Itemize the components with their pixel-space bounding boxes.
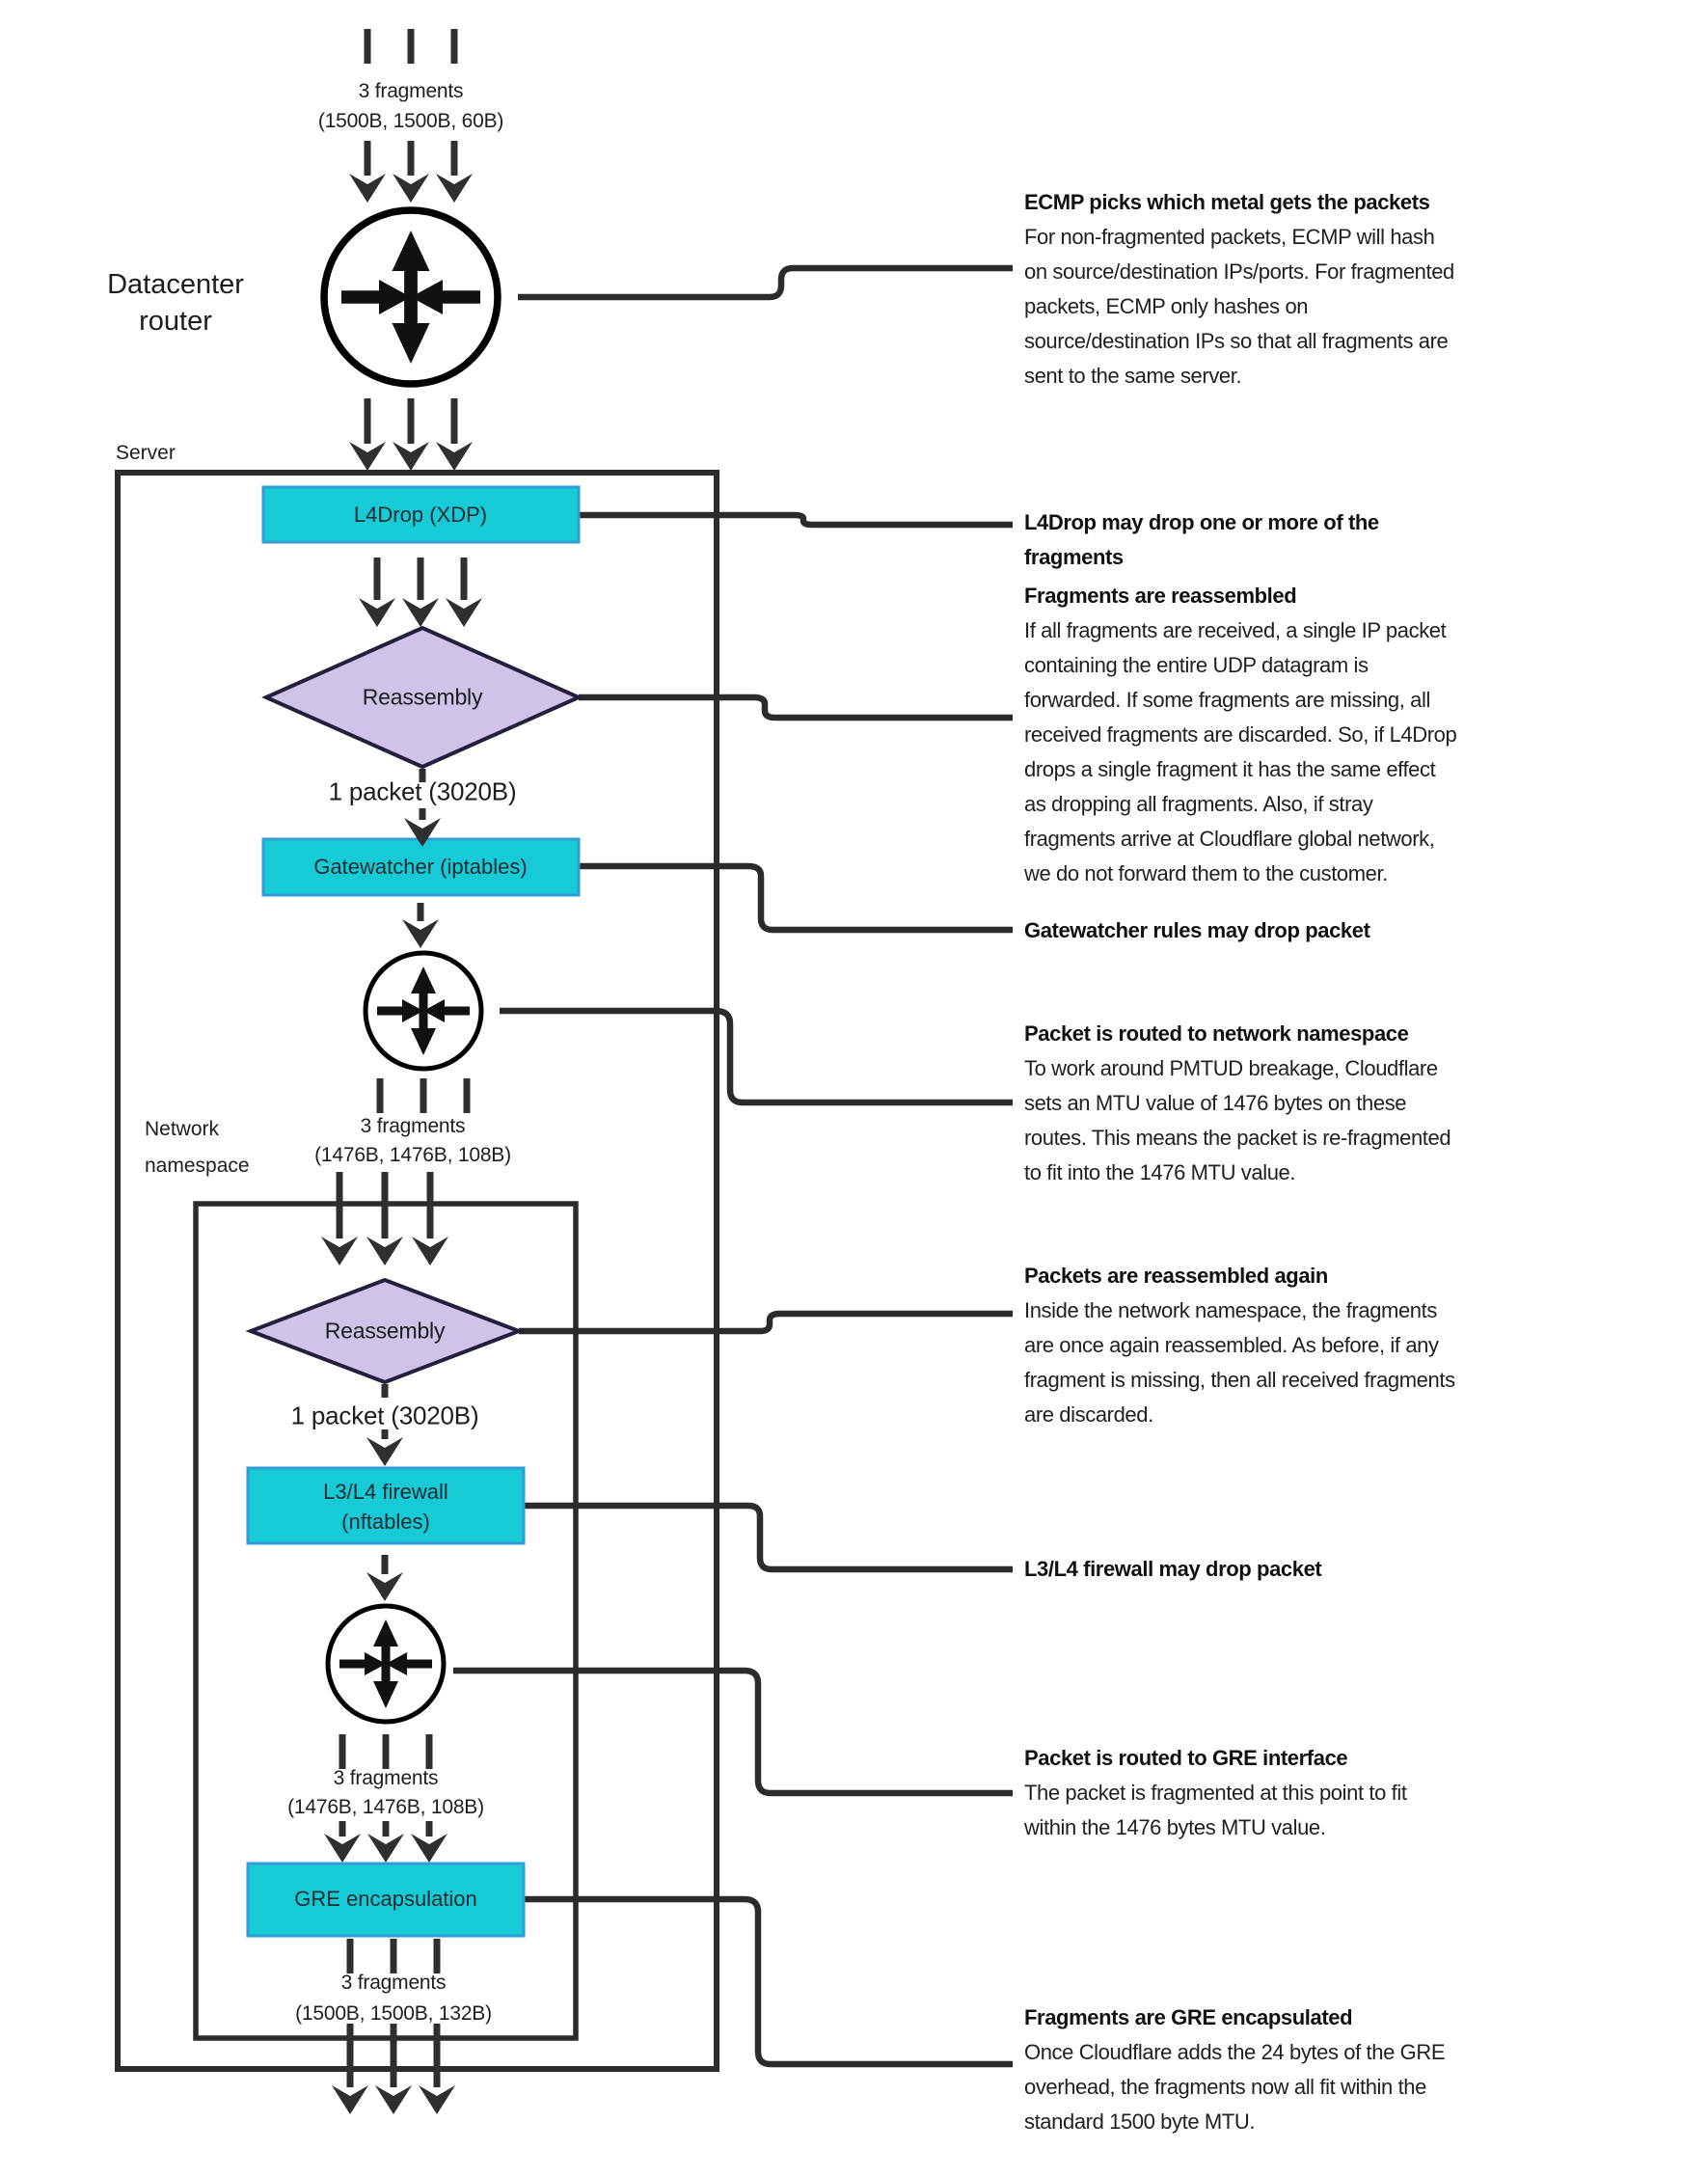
connector-gre-interface (453, 1671, 1013, 1793)
namespace-router-icon (328, 1606, 444, 1722)
annotation-route-namespace (1024, 1017, 1460, 1190)
connector-reassembly-1 (579, 697, 1013, 718)
annotation-title: Fragments are reassembled (1024, 584, 1297, 608)
arrows-into-namespace (321, 1172, 448, 1265)
annotation-title: L3/L4 firewall may drop packet (1024, 1557, 1322, 1581)
annotation-title: ECMP picks which metal gets the packets (1024, 190, 1430, 214)
packet-label-2: 1 packet (3020B) (290, 1401, 479, 1430)
annotation-reassembled-again (1024, 1259, 1460, 1432)
annotation-title: Fragments are GRE encapsulated (1024, 2005, 1353, 2029)
annotation-firewall (1024, 1552, 1460, 1587)
annotation-title: Gatewatcher rules may drop packet (1024, 918, 1370, 942)
annotation-body: Once Cloudflare adds the 24 bytes of the GRE overhead, the fragments now all fit within the standard 1500 byte MTU. (1024, 2040, 1446, 2134)
annotation-body: The packet is fragmented at this point to fit within the 1476 bytes MTU value. (1024, 1781, 1407, 1839)
annotation-title: Packet is routed to GRE interface (1024, 1746, 1348, 1770)
annotation-l4drop (1024, 505, 1460, 575)
datacenter-router-label: Datacenter router (107, 269, 244, 337)
connector-route-namespace (500, 1011, 1013, 1102)
annotation-body: To work around PMTUD breakage, Cloudflare sets an MTU value of 1476 bytes on these routes. This means the packet is re-fragmented to fit into the 1476 MTU value. (1024, 1056, 1451, 1184)
arrows-exit-bottom (332, 2024, 455, 2114)
server-fragment-dashes (377, 1078, 471, 1113)
gre-fragments-sizes: (1500B, 1500B, 132B) (295, 2002, 492, 2025)
reassembly-2-label: Reassembly (324, 1318, 446, 1344)
annotation-reassembled (1024, 579, 1460, 891)
server-fragments-sizes: (1476B, 1476B, 108B) (314, 1144, 511, 1166)
top-fragments-label: 3 fragments (358, 80, 464, 102)
connector-l4drop (579, 515, 1013, 525)
arrow-gatewatcher-to-router (402, 903, 439, 948)
annotation-title: Packets are reassembled again (1024, 1264, 1328, 1288)
arrows-into-router (349, 141, 473, 203)
gre-fragment-dashes (347, 1939, 441, 1973)
connector-gatewatcher (579, 866, 1013, 930)
annotation-body: If all fragments are received, a single IP packet containing the entire UDP datagram is forwarded. If some fragments are missing, all received fragments are discarded. So, if L4Drop drops a single fragment it has the same effect as dropping all fragments. Also, if stray fragments arrive at Cloudflare global network, we do not forward them to the customer. (1024, 618, 1457, 885)
top-fragments-sizes: (1500B, 1500B, 60B) (317, 110, 504, 132)
annotation-body: Inside the network namespace, the fragments are once again reassembled. As before, if any fragment is missing, then all received fragments are discarded. (1024, 1298, 1455, 1427)
namespace-fragment-dashes (339, 1734, 433, 1769)
annotation-title: Packet is routed to network namespace (1024, 1021, 1409, 1046)
connector-ecmp (518, 268, 1013, 297)
arrows-into-gre (324, 1821, 447, 1863)
arrows-router-to-server (349, 398, 473, 471)
l4drop-label: L4Drop (XDP) (353, 503, 488, 527)
network-namespace-label: Network namespace (145, 1118, 250, 1177)
arrows-l4drop-to-reassembly (359, 558, 482, 627)
gatewatcher-label: Gatewatcher (iptables) (313, 855, 528, 879)
incoming-fragment-dashes (365, 29, 458, 64)
gre-label: GRE encapsulation (294, 1887, 477, 1911)
arrow-firewall-to-router (366, 1555, 403, 1601)
annotation-gre-interface (1024, 1741, 1460, 1845)
annotation-gatewatcher (1024, 913, 1460, 948)
packet-label-1: 1 packet (3020B) (328, 776, 517, 806)
annotation-ecmp (1024, 185, 1460, 394)
connector-firewall (524, 1506, 1013, 1569)
server-fragments-label: 3 fragments (360, 1115, 466, 1137)
annotation-body: For non-fragmented packets, ECMP will hash on source/destination IPs/ports. For fragmented packets, ECMP only hashes on source/destination IPs so that all fragments are sent to the same server. (1024, 225, 1454, 388)
namespace-fragments-sizes: (1476B, 1476B, 108B) (287, 1796, 484, 1818)
server-label: Server (116, 442, 176, 464)
gre-fragments-label: 3 fragments (340, 1972, 447, 1994)
namespace-fragments-label: 3 fragments (333, 1767, 439, 1789)
connector-gre-encap (524, 1899, 1013, 2064)
annotation-title: L4Drop may drop one or more of the fragments (1024, 510, 1379, 569)
reassembly-1-label: Reassembly (362, 684, 483, 710)
server-router-icon (366, 953, 481, 1069)
firewall-label: L3/L4 firewall (nftables) (323, 1480, 448, 1534)
connector-reassembly-2 (519, 1314, 1013, 1331)
annotation-gre-encapsulated (1024, 2000, 1460, 2139)
datacenter-router-icon (324, 210, 498, 384)
